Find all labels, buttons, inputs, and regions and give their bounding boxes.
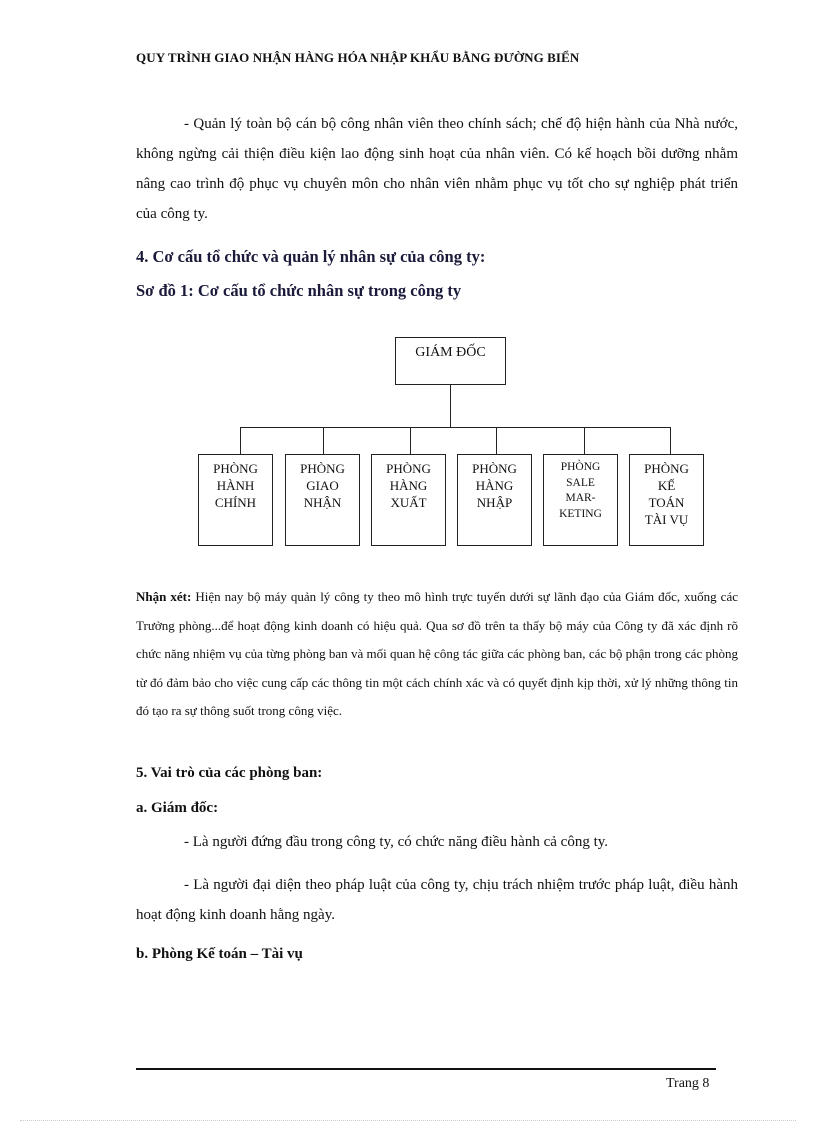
bullet-director-1: [136, 827, 738, 857]
subsection-a-heading: a. Giám đốc:: [136, 800, 219, 816]
connector-dept-2: [323, 427, 324, 454]
org-box-hanh-chinh: PHÒNG HÀNH CHÍNH: [198, 454, 273, 546]
org-box-hang-xuat: PHÒNG HÀNG XUẤT: [371, 454, 446, 546]
section-5-heading: 5. Vai trò của các phòng ban:: [136, 765, 323, 781]
bullet-director-2-text: - Là người đại diện theo pháp luật của công ty, chịu trách nhiệm trước pháp luật, điều hành hoạt động kinh doanh hằng ngày.: [136, 877, 738, 923]
intro-paragraph-text: - Quản lý toàn bộ cán bộ công nhân viên theo chính sách; chế độ hiện hành của Nhà nước, không ngừng cải thiện điều kiện lao động sinh hoạt của nhân viên. Có kế hoạch bồi dưỡng nhằm nâng cao trình độ phục vụ chuyên môn cho nhân viên nhằm phục vụ tốt cho sự nghiệp phát triển của công ty.: [136, 116, 738, 222]
connector-dept-4: [496, 427, 497, 454]
org-box-sale-marketing: PHÒNG SALE MAR- KETING: [543, 454, 618, 546]
connector-director-down: [450, 385, 451, 427]
document-header: QUY TRÌNH GIAO NHẬN HÀNG HÓA NHẬP KHẨU BẰNG ĐƯỜNG BIỂN: [136, 50, 580, 65]
org-box-director: GIÁM ĐỐC: [395, 337, 506, 385]
page-number: Trang 8: [666, 1076, 710, 1091]
bullet-director-1-text: - Là người đứng đầu trong công ty, có chức năng điều hành cả công ty.: [184, 834, 609, 850]
comment-label: Nhận xét:: [136, 589, 192, 604]
comment-text: Hiện nay bộ máy quản lý công ty theo mô hình trực tuyến dưới sự lãnh đạo của Giám đốc, xuống các Trưởng phòng...để hoạt động kinh doanh có hiệu quả. Qua sơ đồ trên ta thấy bộ máy của Công ty đã xác định rõ chức năng nhiệm vụ của từng phòng ban và mối quan hệ công tác giữa các phòng ban, các bộ phận trong các phòng từ đó đảm bảo cho việc cung cấp các thông tin một cách chính xác và có quyết định kịp thời, xử lý những thông tin đó tạo ra sự thông suốt trong công việc.: [136, 589, 738, 718]
bullet-director-2: [136, 870, 738, 930]
connector-dept-6: [670, 427, 671, 454]
subsection-b-heading: b. Phòng Kế toán – Tài vụ: [136, 946, 303, 962]
connector-dept-5: [584, 427, 585, 454]
connector-dept-3: [410, 427, 411, 454]
org-box-giao-nhan: PHÒNG GIAO NHẬN: [285, 454, 360, 546]
connector-dept-1: [240, 427, 241, 454]
org-box-hang-nhap: PHÒNG HÀNG NHẬP: [457, 454, 532, 546]
footer-rule: [136, 1068, 716, 1070]
diagram-title: Sơ đồ 1: Cơ cấu tổ chức nhân sự trong công ty: [136, 281, 462, 300]
org-chart: [0, 0, 816, 560]
comment-paragraph: [136, 583, 738, 726]
page-edge-divider: [20, 1120, 796, 1121]
org-box-ke-toan: PHÒNG KẾ TOÁN TÀI VỤ: [629, 454, 704, 546]
connector-horizontal: [240, 427, 671, 428]
section-4-heading: 4. Cơ cấu tổ chức và quản lý nhân sự của công ty:: [136, 247, 486, 266]
